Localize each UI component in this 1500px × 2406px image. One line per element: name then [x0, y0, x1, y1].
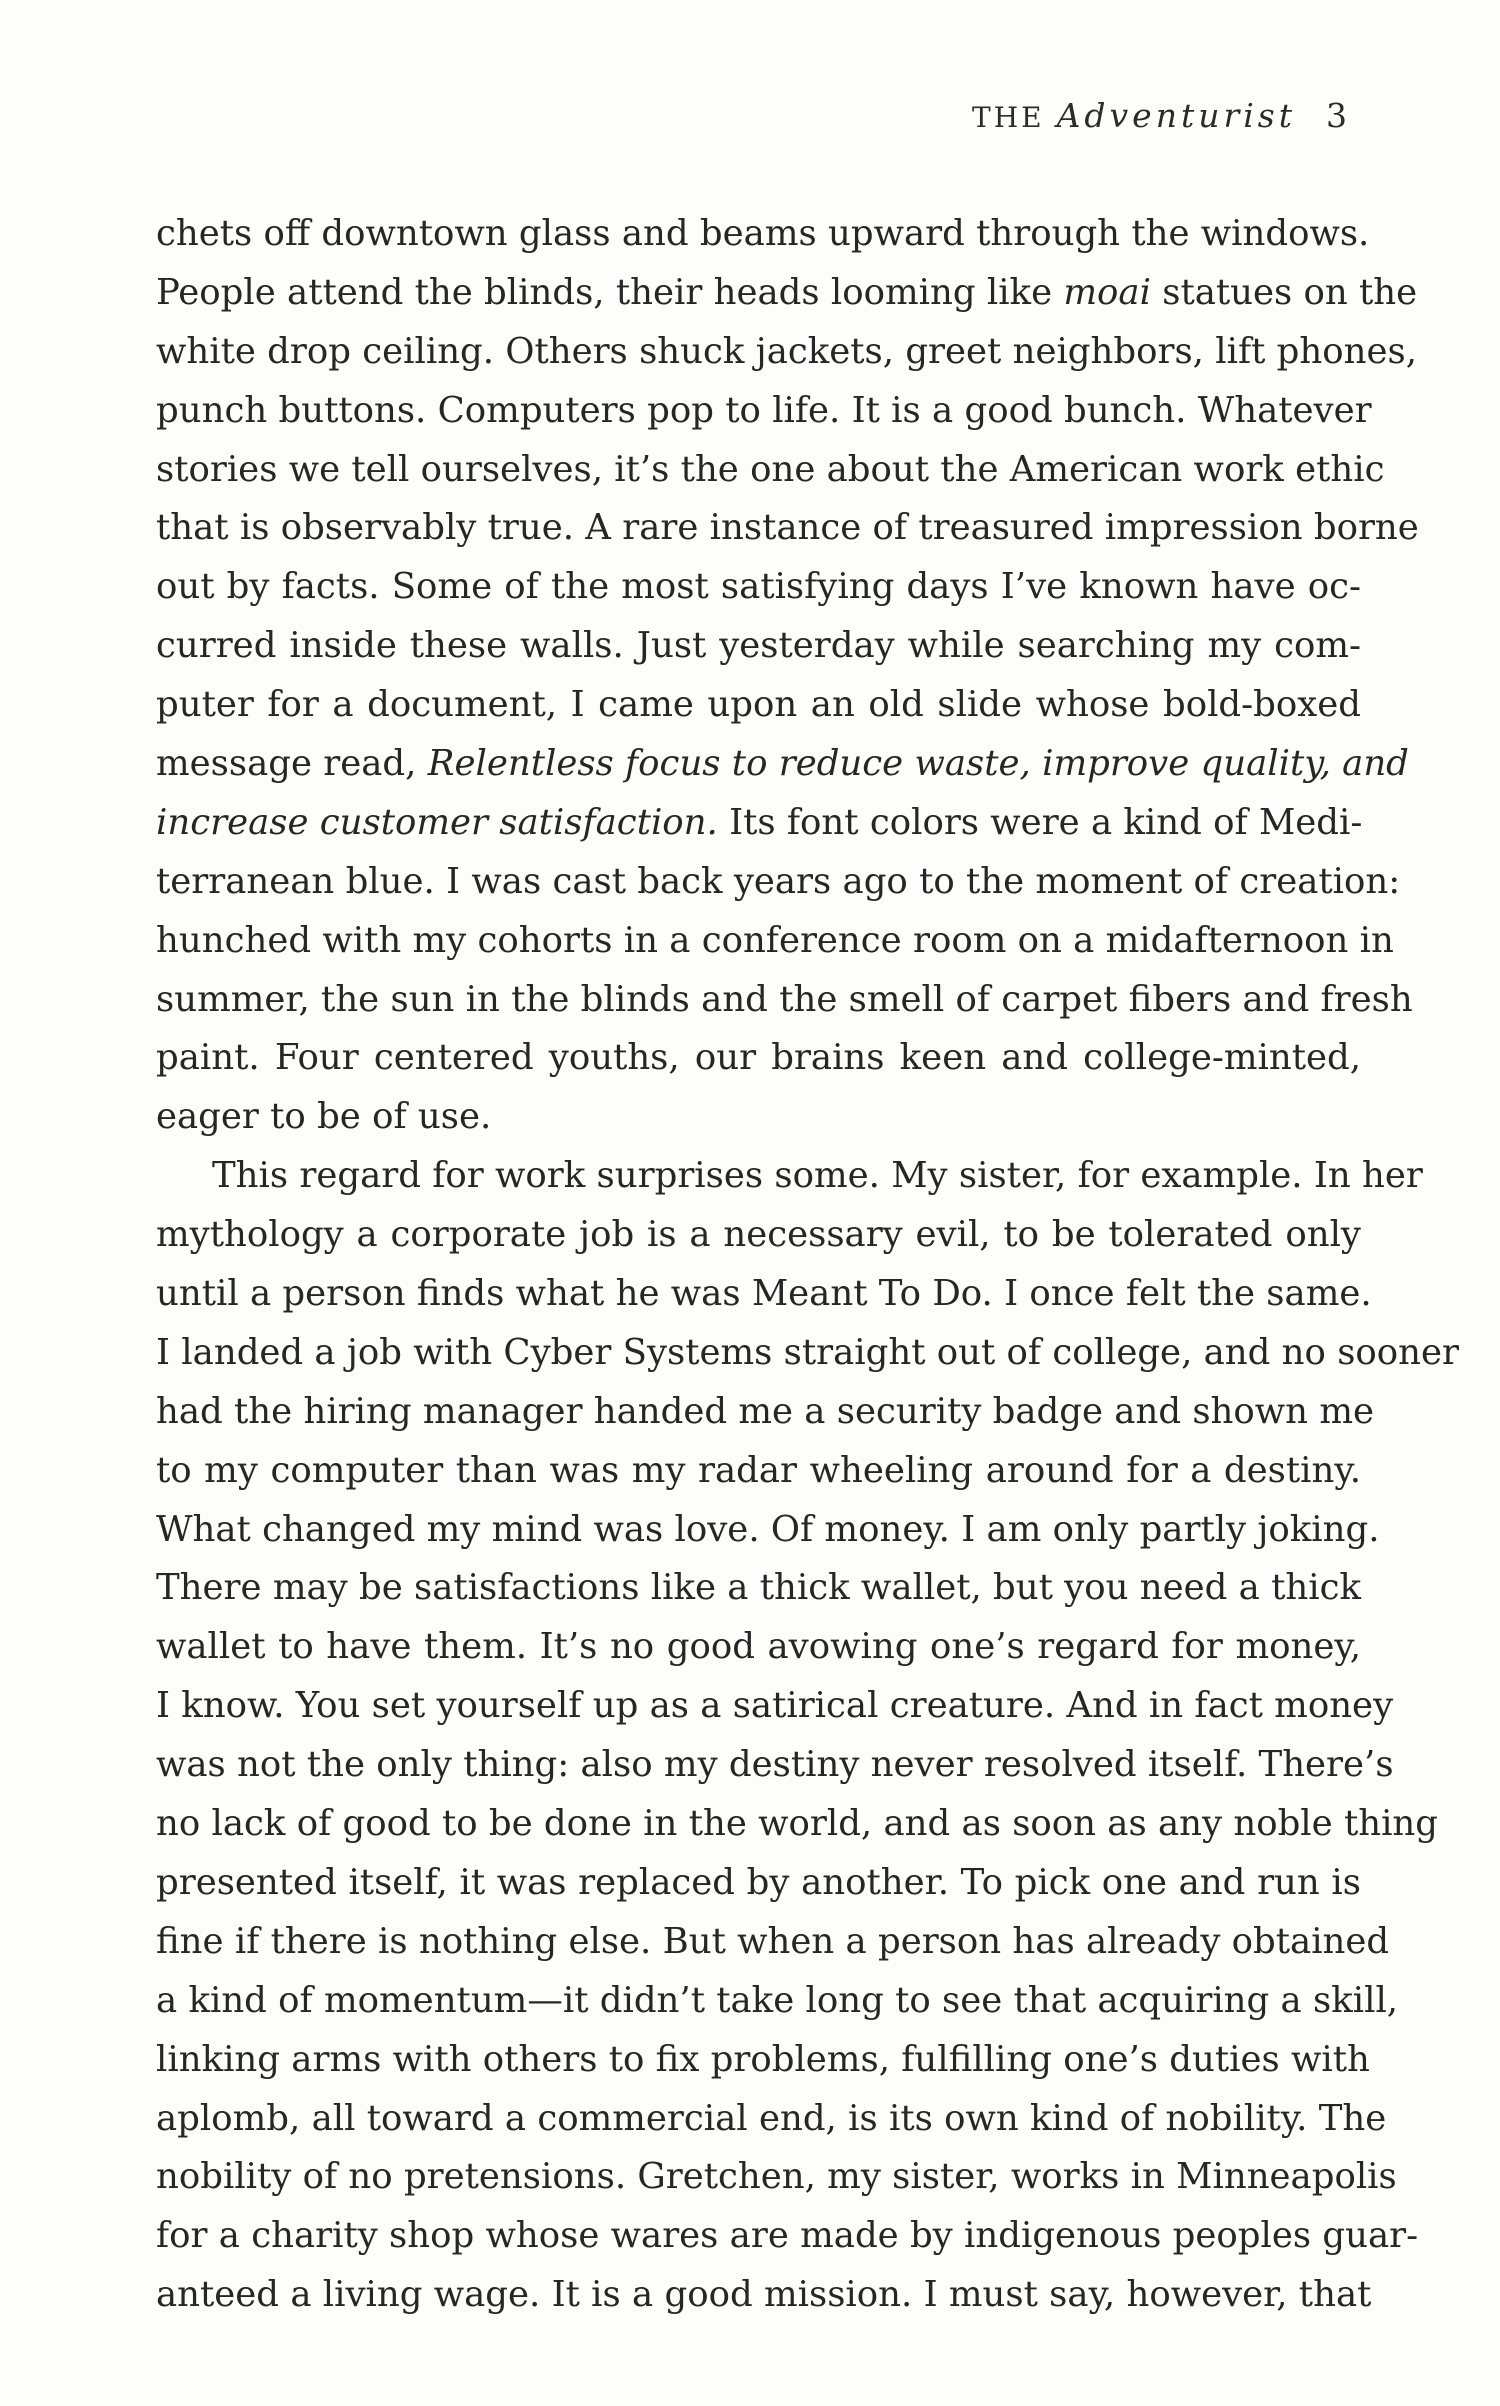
text-line: wallet to have them. It’s no good avowing one’s regard for money, — [156, 1626, 1361, 1668]
text-line: increase customer satisfaction. Its font colors were a kind of Medi- — [156, 801, 1363, 843]
text-line: terranean blue. I was cast back years ago to the moment of creation: — [156, 860, 1401, 902]
text-line: I know. You set yourself up as a satirical creature. And in fact money — [156, 1685, 1394, 1727]
paragraph — [156, 1147, 1459, 2325]
text-line: out by facts. Some of the most satisfying days I’ve known have oc- — [156, 566, 1361, 608]
running-head — [972, 96, 1348, 135]
text-line: mythology a corporate job is a necessary evil, to be tolerated only — [156, 1214, 1361, 1256]
text-line: paint. Four centered youths, our brains keen and college-minted, — [156, 1037, 1361, 1079]
page-number: 3 — [1326, 96, 1348, 135]
paragraph — [156, 205, 1419, 1147]
text-line: a kind of momentum—it didn’t take long to see that acquiring a skill, — [156, 1979, 1399, 2021]
running-head-title: Adventurist — [1056, 96, 1296, 135]
italic-text: increase customer satisfaction. — [156, 801, 718, 843]
italic-text: Relentless focus to reduce waste, improve quality, and — [427, 743, 1409, 785]
text-line: People attend the blinds, their heads looming like moai statues on the — [156, 271, 1418, 313]
text-line: anteed a living wage. It is a good mission. I must say, however, that — [156, 2274, 1372, 2316]
text-line: for a charity shop whose wares are made by indigenous peoples guar- — [156, 2215, 1419, 2257]
text-line: punch buttons. Computers pop to life. It is a good bunch. Whatever — [156, 389, 1372, 431]
text-line: white drop ceiling. Others shuck jackets, greet neighbors, lift phones, — [156, 330, 1417, 372]
text-line: summer, the sun in the blinds and the smell of carpet fibers and fresh — [156, 978, 1413, 1020]
text-line: This regard for work surprises some. My sister, for example. In her — [212, 1155, 1423, 1197]
text-line: What changed my mind was love. Of money. I am only partly joking. — [156, 1508, 1380, 1550]
text-line: was not the only thing: also my destiny never resolved itself. There’s — [156, 1744, 1394, 1786]
text-line: aplomb, all toward a commercial end, is its own kind of nobility. The — [156, 2097, 1387, 2139]
text-line: presented itself, it was replaced by another. To pick one and run is — [156, 1861, 1361, 1903]
text-line: nobility of no pretensions. Gretchen, my sister, works in Minneapolis — [156, 2156, 1397, 2198]
text-line: curred inside these walls. Just yesterday while searching my com- — [156, 625, 1361, 667]
text-line: fine if there is nothing else. But when a person has already obtained — [156, 1920, 1390, 1962]
text-line: chets off downtown glass and beams upward through the windows. — [156, 213, 1370, 254]
text-line: had the hiring manager handed me a security badge and shown me — [156, 1390, 1374, 1432]
text-line: that is observably true. A rare instance of treasured impression borne — [156, 507, 1419, 549]
text-line: eager to be of use. — [156, 1096, 492, 1138]
text-line: until a person finds what he was Meant To Do. I once felt the same. — [156, 1273, 1372, 1315]
text-line: puter for a document, I came upon an old slide whose bold-boxed — [156, 684, 1361, 726]
body-text — [156, 205, 1459, 2325]
text-line: I landed a job with Cyber Systems straight out of college, and no sooner — [156, 1331, 1459, 1373]
text-line: stories we tell ourselves, it’s the one about the American work ethic — [156, 448, 1385, 490]
text-line: no lack of good to be done in the world, and as soon as any noble thing — [156, 1803, 1439, 1845]
italic-text: moai — [1063, 271, 1151, 313]
text-line: to my computer than was my radar wheeling around for a destiny. — [156, 1449, 1361, 1491]
text-line: hunched with my cohorts in a conference room on a midafternoon in — [156, 919, 1394, 961]
text-line: message read, Relentless focus to reduce waste, improve quality, and — [156, 743, 1409, 785]
text-line: There may be satisfactions like a thick wallet, but you need a thick — [156, 1567, 1361, 1609]
running-head-book: THE — [972, 101, 1045, 134]
text-line: linking arms with others to fix problems, fulfilling one’s duties with — [156, 2038, 1370, 2080]
